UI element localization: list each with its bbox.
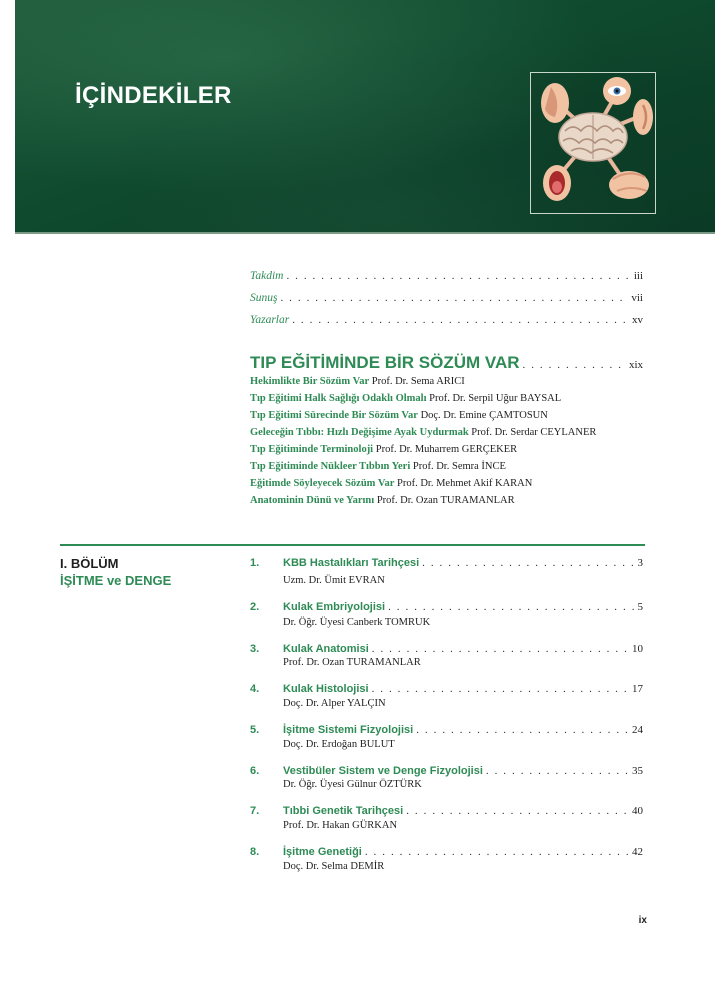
dot-leader: [388, 601, 634, 613]
dot-leader: [372, 643, 629, 655]
toc-page-number: 10: [632, 643, 643, 655]
section-title: TIP EĞİTİMİNDE BİR SÖZÜM VAR: [250, 353, 520, 372]
dot-leader: [372, 683, 629, 695]
chapter-title: Kulak Embriyolojisi: [283, 601, 386, 613]
toc-page-number: 42: [632, 846, 643, 858]
chapter-title: Kulak Histolojisi: [283, 683, 369, 695]
toc-page-number: xv: [632, 314, 643, 326]
dot-leader: [422, 557, 634, 569]
foreword-item-author: Prof. Dr. Semra İNCE: [412, 461, 506, 472]
part-title: İŞİTME ve DENGE: [60, 573, 172, 588]
senses-illustration: [530, 72, 656, 214]
toc-chapter[interactable]: [283, 724, 643, 736]
chapter-number: 1.: [250, 557, 260, 569]
foreword-item-title: Geleceğin Tıbbı: Hızlı Değişime Ayak Uydurmak: [250, 427, 469, 438]
chapter-title: İşitme Genetiği: [283, 846, 362, 858]
foreword-item[interactable]: [250, 478, 532, 489]
foreword-item-title: Tıp Eğitiminde Terminoloji: [250, 444, 374, 455]
foreword-item-author: Prof. Dr. Muharrem GERÇEKER: [375, 444, 518, 455]
foreword-item[interactable]: [250, 461, 506, 472]
toc-entry-takdim[interactable]: [250, 270, 643, 282]
toc-page-number: 35: [632, 765, 643, 777]
dot-leader: [365, 846, 629, 858]
toc-page-number: 5: [637, 601, 643, 613]
chapter-title: Kulak Anatomisi: [283, 643, 369, 655]
chapter-number: 7.: [250, 805, 260, 817]
chapter-title: Vestibüler Sistem ve Denge Fizyolojisi: [283, 765, 483, 777]
dot-leader: [486, 765, 629, 777]
chapter-number: 4.: [250, 683, 260, 695]
chapter-author: Doç. Dr. Alper YALÇIN: [283, 698, 386, 709]
toc-chapter[interactable]: [283, 805, 643, 817]
toc-page-number: xix: [628, 359, 643, 371]
page-number: ix: [638, 915, 647, 926]
toc-page-number: 17: [632, 683, 643, 695]
toc-entry-sunus[interactable]: [250, 292, 643, 304]
chapter-author: Doç. Dr. Erdoğan BULUT: [283, 739, 395, 750]
dot-leader: [280, 292, 628, 304]
foreword-item-author: Prof. Dr. Sema ARICI: [371, 376, 465, 387]
foreword-item[interactable]: [250, 444, 517, 455]
foreword-item-title: Anatominin Dünü ve Yarını: [250, 495, 375, 506]
header-banner: [15, 0, 715, 234]
dot-leader: [416, 724, 629, 736]
foreword-item-author: Prof. Dr. Serdar CEYLANER: [471, 427, 597, 438]
foreword-item[interactable]: [250, 376, 465, 387]
toc-chapter[interactable]: [283, 765, 643, 777]
toc-entry-yazarlar[interactable]: [250, 314, 643, 326]
foreword-item-author: Doç. Dr. Emine ÇAMTOSUN: [420, 410, 548, 421]
dot-leader: [286, 270, 630, 282]
chapter-number: 6.: [250, 765, 260, 777]
chapter-title: Tıbbi Genetik Tarihçesi: [283, 805, 404, 817]
chapter-title: İşitme Sistemi Fizyolojisi: [283, 724, 414, 736]
toc-page-number: iii: [633, 270, 643, 282]
dot-leader: [406, 805, 629, 817]
foreword-item[interactable]: [250, 495, 515, 506]
toc-section-foreword[interactable]: [250, 353, 643, 373]
toc-entry-label: Sunuş: [250, 292, 278, 304]
toc-page-number: vii: [631, 292, 643, 304]
dot-leader: [292, 314, 629, 326]
dot-leader: [523, 359, 626, 371]
foreword-item-author: Prof. Dr. Mehmet Akif KARAN: [397, 478, 533, 489]
toc-chapter[interactable]: [283, 557, 643, 569]
part-label: I. BÖLÜM: [60, 556, 119, 571]
chapter-author: Prof. Dr. Hakan GÜRKAN: [283, 820, 398, 831]
foreword-item[interactable]: [250, 410, 548, 421]
foreword-item-author: Prof. Dr. Ozan TURAMANLAR: [376, 495, 515, 506]
page-title: İÇİNDEKİLER: [75, 82, 232, 109]
chapter-author: Dr. Öğr. Üyesi Canberk TOMRUK: [283, 617, 431, 628]
toc-entry-label: Yazarlar: [250, 314, 290, 326]
chapter-number: 8.: [250, 846, 260, 858]
toc-chapter[interactable]: [283, 846, 643, 858]
foreword-item-title: Tıp Eğitimi Sürecinde Bir Sözüm Var: [250, 410, 418, 421]
chapter-number: 2.: [250, 601, 260, 613]
foreword-item[interactable]: [250, 427, 596, 438]
toc-page-number: 40: [632, 805, 643, 817]
chapter-author: Prof. Dr. Ozan TURAMANLAR: [283, 657, 421, 668]
foreword-item-author: Prof. Dr. Serpil Uğur BAYSAL: [429, 393, 562, 404]
foreword-item-title: Tıp Eğitiminde Nükleer Tıbbın Yeri: [250, 461, 411, 472]
foreword-item-title: Hekimlikte Bir Sözüm Var: [250, 376, 370, 387]
toc-page-number: 24: [632, 724, 643, 736]
toc-page-number: 3: [637, 557, 643, 569]
chapter-author: Dr. Öğr. Üyesi Gülnur ÖZTÜRK: [283, 779, 422, 790]
chapter-author: Uzm. Dr. Ümit EVRAN: [283, 575, 385, 586]
foreword-item-title: Eğitimde Söyleyecek Sözüm Var: [250, 478, 395, 489]
chapter-number: 5.: [250, 724, 260, 736]
toc-chapter[interactable]: [283, 683, 643, 695]
foreword-item[interactable]: [250, 393, 561, 404]
section-divider: [60, 544, 645, 546]
senses-brain-icon: [531, 73, 655, 213]
chapter-author: Doç. Dr. Selma DEMİR: [283, 861, 385, 872]
toc-entry-label: Takdim: [250, 270, 284, 282]
chapter-title: KBB Hastalıkları Tarihçesi: [283, 557, 420, 569]
foreword-item-title: Tıp Eğitimi Halk Sağlığı Odaklı Olmalı: [250, 393, 427, 404]
toc-chapter[interactable]: [283, 601, 643, 613]
toc-chapter[interactable]: [283, 643, 643, 655]
chapter-number: 3.: [250, 643, 260, 655]
